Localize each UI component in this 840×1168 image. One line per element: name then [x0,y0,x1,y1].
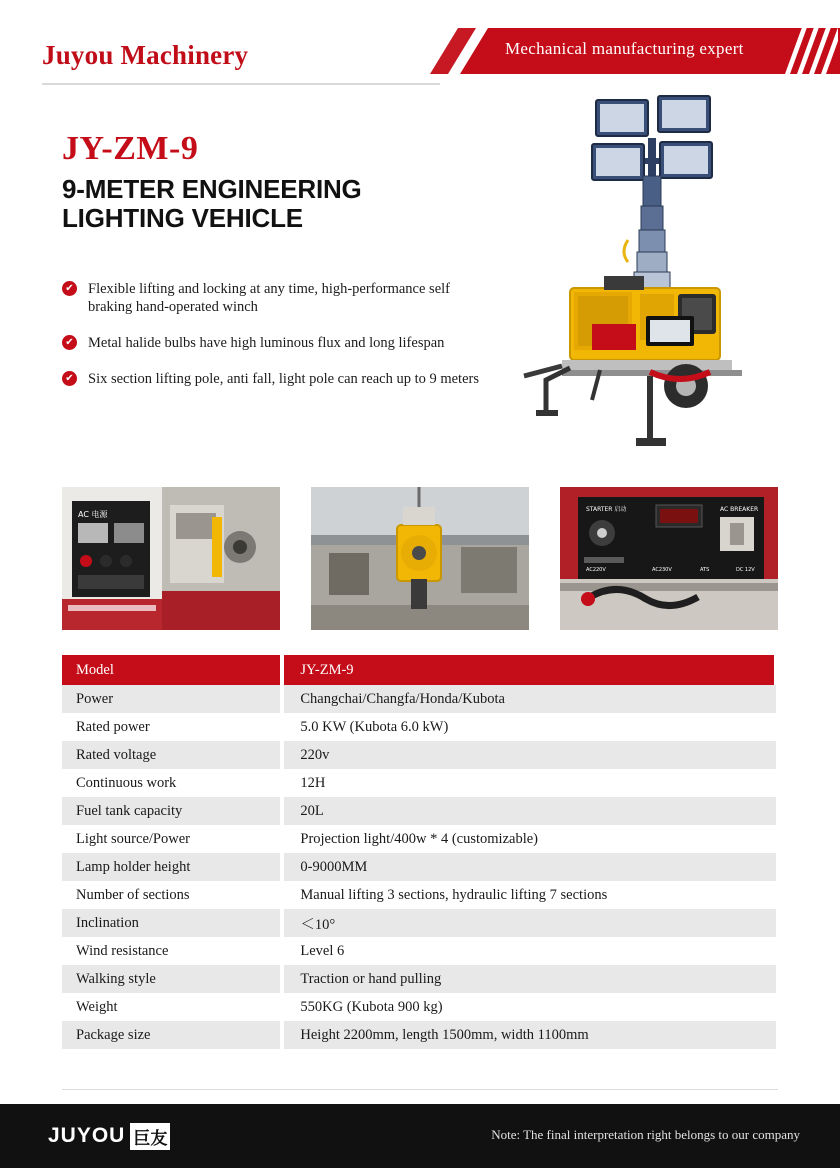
svg-text:AC230V: AC230V [652,567,672,573]
footer-logo-text: JUYOU [48,1124,126,1147]
brand-name-second: Machinery [120,40,249,70]
table-row [62,741,776,769]
footer-logo [48,1122,170,1150]
spec-value: Traction or hand pulling [282,965,776,993]
table-row [62,797,776,825]
table-row [62,713,776,741]
spec-table-body [62,655,776,1049]
table-row [62,881,776,909]
table-row [62,825,776,853]
svg-text:AC220V: AC220V [586,567,606,573]
photo-strip [62,487,778,630]
feature-item [62,334,492,352]
feature-list [62,280,492,406]
spec-value: Projection light/400w * 4 (customizable) [282,825,776,853]
control-panel-photo [62,487,280,630]
spec-value: ＜10° [282,909,776,937]
spec-key: Lamp holder height [62,853,282,881]
spec-key: Rated voltage [62,741,282,769]
spec-key: Power [62,685,282,713]
spec-value: Height 2200mm, length 1500mm, width 1100mm [282,1021,776,1049]
spec-key: Continuous work [62,769,282,797]
banner-stripes-decor [780,28,838,74]
spec-value: 20L [282,797,776,825]
spec-value: 220v [282,741,776,769]
page-footer [0,1104,840,1168]
spec-value: 5.0 KW (Kubota 6.0 kW) [282,713,776,741]
spec-key: Inclination [62,909,282,937]
feature-item [62,370,492,388]
spec-value: Manual lifting 3 sections, hydraulic lifting 7 sections [282,881,776,909]
svg-text:DC 12V: DC 12V [736,567,755,573]
spec-key: Rated power [62,713,282,741]
footer-logo-cn: 巨友 [130,1123,170,1150]
table-row [62,937,776,965]
footer-divider [62,1089,778,1090]
svg-text:AC BREAKER: AC BREAKER [720,506,759,513]
product-image [500,80,830,480]
table-row [62,769,776,797]
spec-key: Number of sections [62,881,282,909]
svg-text:STARTER 启动: STARTER 启动 [586,506,627,513]
spec-key: Fuel tank capacity [62,797,282,825]
brand-name-first: Juyou [42,40,121,70]
table-row [62,853,776,881]
spec-value: Changchai/Changfa/Honda/Kubota [282,685,776,713]
product-title: 9-METER ENGINEERING LIGHTING VEHICLE [62,174,362,233]
specification-table [62,655,778,1049]
spec-key: Weight [62,993,282,1021]
feature-text: Flexible lifting and locking at any time, high-performance self braking hand-operated winch [88,281,450,315]
spec-key: Light source/Power [62,825,282,853]
check-icon: ✔ [62,371,77,386]
winch-photo [311,487,529,630]
check-icon: ✔ [62,281,77,296]
table-row [62,685,776,713]
svg-text:AC 电源: AC 电源 [78,510,108,519]
spec-key: Walking style [62,965,282,993]
spec-value: 12H [282,769,776,797]
spec-value: 0-9000MM [282,853,776,881]
table-row [62,993,776,1021]
page-header [0,28,840,88]
check-icon: ✔ [62,335,77,350]
svg-text:ATS: ATS [700,567,710,573]
brand-title [42,40,248,71]
spec-key: Package size [62,1021,282,1049]
header-banner [430,28,840,74]
spec-key: Wind resistance [62,937,282,965]
banner-tagline: Mechanical manufacturing expert [505,39,744,58]
feature-text: Metal halide bulbs have high luminous flux and long lifespan [88,335,445,351]
table-row [62,965,776,993]
model-code: JY-ZM-9 [62,130,199,167]
table-row [62,909,776,937]
spec-key: Model [62,655,282,685]
feature-text: Six section lifting pole, anti fall, light pole can reach up to 9 meters [88,371,479,387]
starter-panel-photo [560,487,778,630]
header-divider [42,83,440,85]
spec-value: Level 6 [282,937,776,965]
table-header-row [62,655,776,685]
spec-value: 550KG (Kubota 900 kg) [282,993,776,1021]
footer-note: Note: The final interpretation right belongs to our company [491,1127,800,1142]
light-tower-illustration [500,80,830,480]
table-row [62,1021,776,1049]
feature-item [62,280,492,316]
spec-value: JY-ZM-9 [282,655,776,685]
